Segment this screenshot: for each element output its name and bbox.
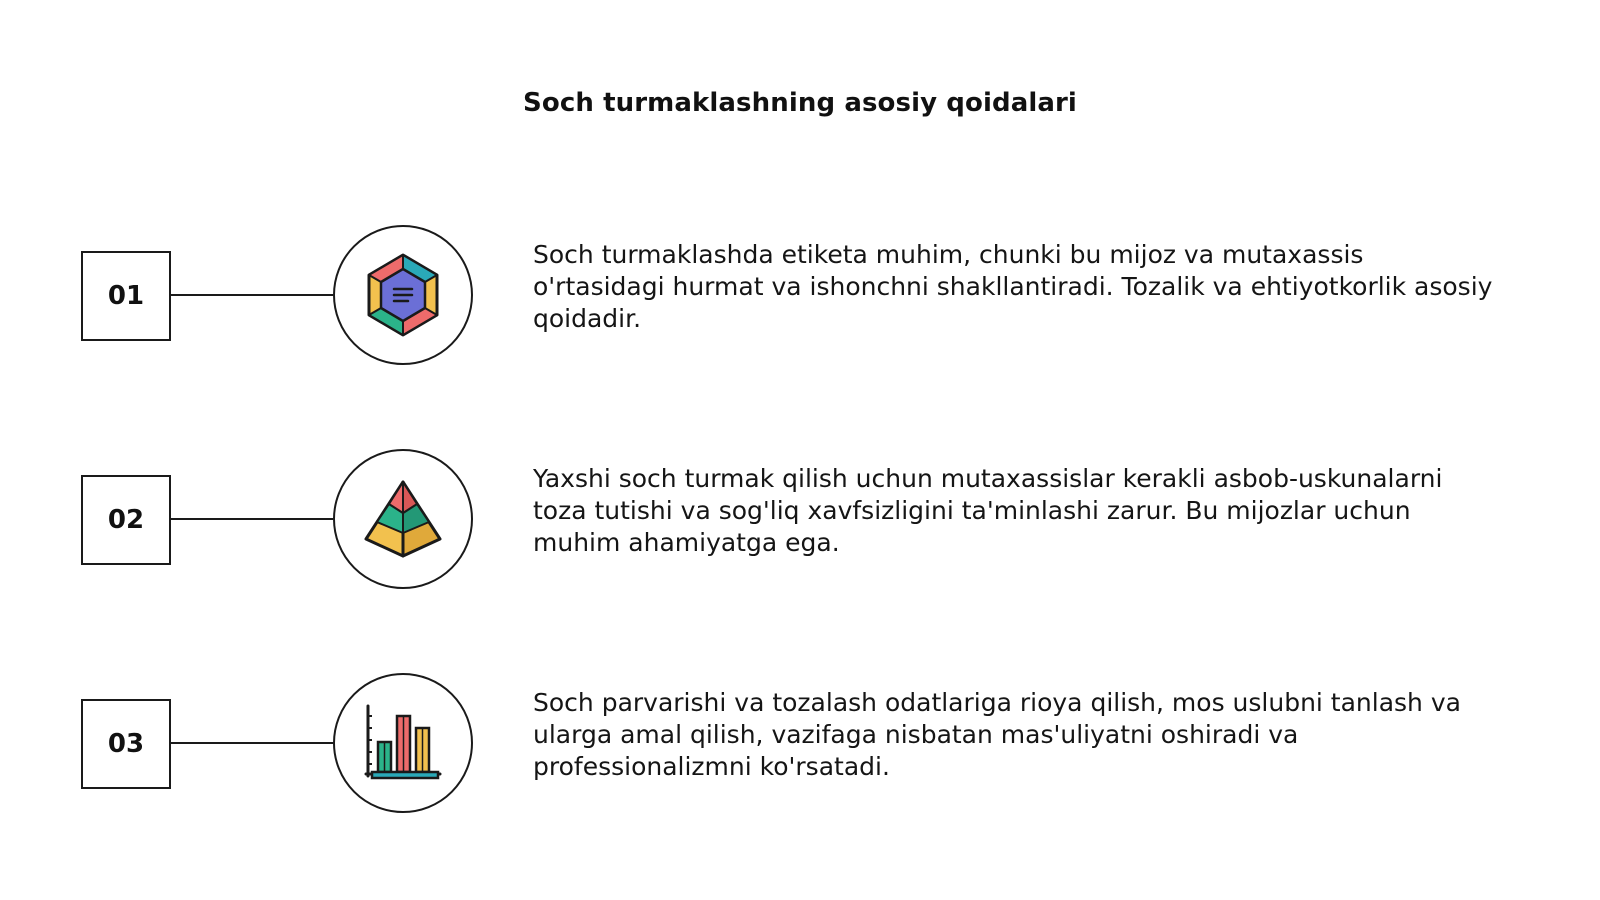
connector-line — [171, 294, 333, 296]
page-title: Soch turmaklashning asosiy qoidalari — [523, 88, 1077, 118]
pyramid-icon — [363, 479, 443, 559]
icon-circle — [333, 225, 473, 365]
step-number-box: 01 — [81, 251, 171, 341]
list-item — [0, 449, 1600, 589]
hexagon-document-icon — [365, 252, 441, 338]
connector-line — [171, 518, 333, 520]
item-description: Soch parvarishi va tozalash odatlariga rioya qilish, mos uslubni tanlash va ularga amal qilish, vazifaga nisbatan mas'uliyatni oshiradi va professionalizmni ko'rsatadi. — [533, 688, 1461, 781]
item-description: Soch turmaklashda etiketa muhim, chunki bu mijoz va mutaxassis o'rtasidagi hurmat va ishonchni shakllantiradi. Tozalik va ehtiyotkorlik asosiy qoidadir. — [533, 240, 1493, 333]
icon-circle — [333, 673, 473, 813]
item-description: Yaxshi soch turmak qilish uchun mutaxassislar kerakli asbob-uskunalarni toza tutishi va sog'liq xavfsizligini ta'minlashi zarur. Bu mijozlar uchun muhim ahamiyatga ega. — [533, 464, 1443, 557]
list-item — [0, 225, 1600, 365]
connector-line — [171, 742, 333, 744]
step-number-box: 03 — [81, 699, 171, 789]
icon-circle — [333, 449, 473, 589]
list-item — [0, 673, 1600, 813]
step-number-box: 02 — [81, 475, 171, 565]
bar-chart-icon — [362, 702, 444, 784]
